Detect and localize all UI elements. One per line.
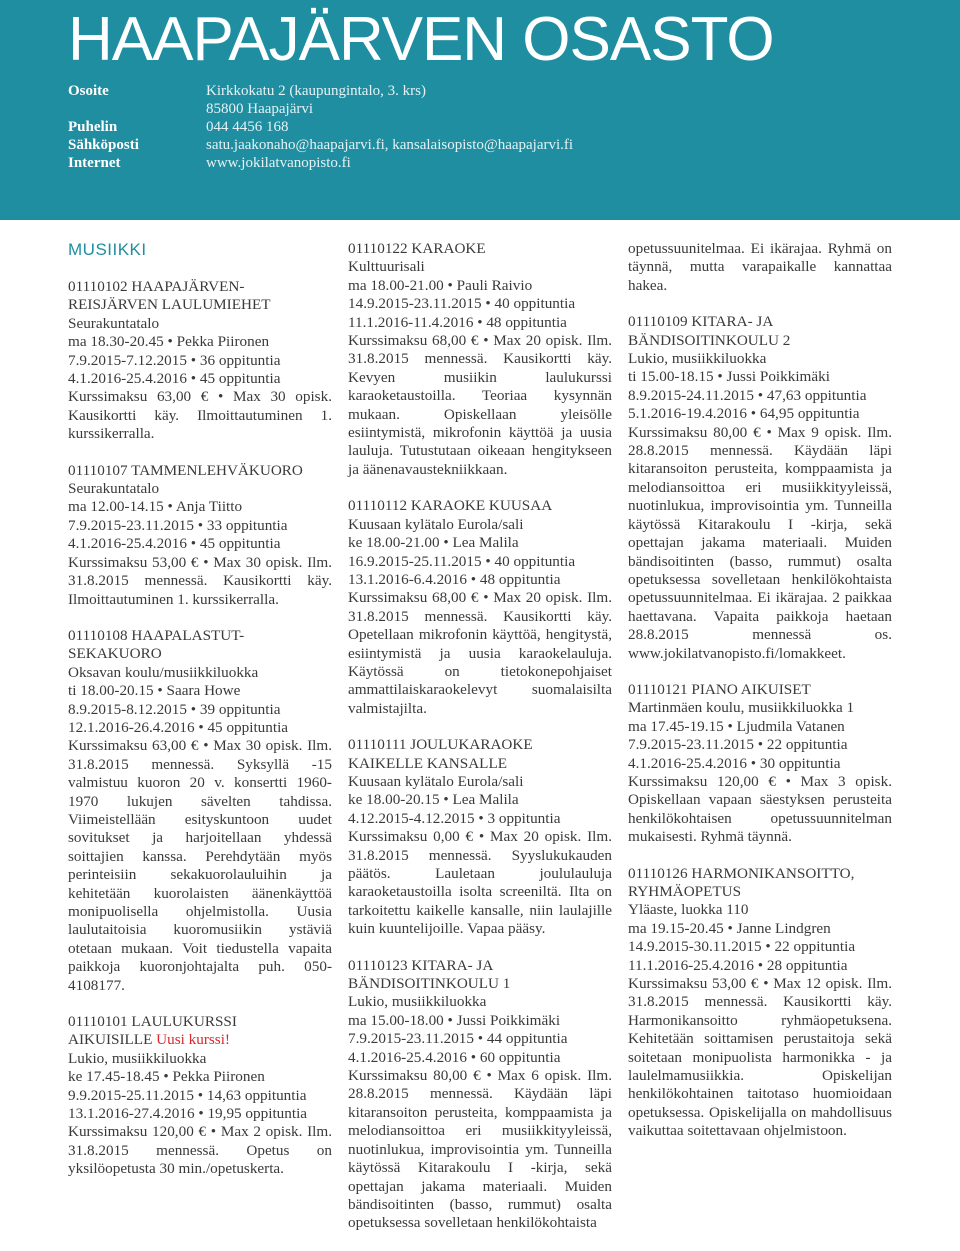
course-title-row bbox=[68, 1031, 332, 1049]
course-description: Kurssimaksu 68,00 € • Max 20 opisk. Ilm. 31.8.2015 mennessä. Kausikortti käy. Kevyen musiikin laulukurssi karaoketaustoilla. Teoriaa kysynnän mukaan. Opiskellaan yleisölle esiintymistä, mikrofonin käyttöä ja uusia lauluja. Tutustutaan oikeaan hengitykseen ja äänenavaustekniikkaan. bbox=[348, 332, 612, 478]
section-title: MUSIIKKI bbox=[68, 240, 147, 259]
course-title: 01110121 PIANO AIKUISET bbox=[628, 680, 811, 698]
course-description: Kurssimaksu 120,00 € • Max 2 opisk. Ilm. 31.8.2015 mennessä. Opetus on yksilöopetusta 30 min./opetuskerta. bbox=[68, 1123, 332, 1178]
course-title: 01110123 KITARA- JA bbox=[348, 956, 494, 974]
course-item bbox=[68, 627, 332, 995]
page-title: HAAPAJÄRVEN OSASTO bbox=[68, 5, 774, 74]
course-title: BÄNDISOITINKOULU 1 bbox=[348, 975, 511, 993]
course-description: Kurssimaksu 80,00 € • Max 6 opisk. Ilm. 28.8.2015 mennessä. Käydään läpi kitaransoiton perusteita, komppaamista ja melodiansoittoa eri musiikkityyleissä, nuotinlukua, improvisointia ym. Tunneilla käytössä Kitarakoulu I -kirja, sekä opettajan jakama materiaali. Muiden bändisoitinten (basso, rummut) osalta opetuksessa sovelletaan henkilökohtaista bbox=[348, 1067, 612, 1232]
course-location: Yläaste, luokka 110 bbox=[628, 901, 749, 919]
contact-label bbox=[68, 100, 206, 118]
course-title: AIKUISILLE bbox=[68, 1031, 153, 1049]
course-dates: 4.1.2016-25.4.2016 • 30 oppituntia bbox=[628, 754, 841, 772]
course-item bbox=[348, 736, 612, 938]
course-dates: 7.9.2015-23.11.2015 • 22 oppituntia bbox=[628, 736, 848, 754]
course-title: 01110107 TAMMENLEHVÄKUORO bbox=[68, 461, 303, 479]
course-time: ma 18.00-21.00 • Pauli Raivio bbox=[348, 276, 533, 294]
course-title: 01110102 HAAPAJÄRVEN- bbox=[68, 278, 245, 295]
header-banner bbox=[0, 0, 960, 220]
course-item-continued bbox=[628, 240, 892, 295]
course-item bbox=[628, 313, 892, 663]
course-title: RYHMÄOPETUS bbox=[628, 883, 742, 900]
contact-row bbox=[68, 154, 573, 172]
course-location: Oksavan koulu/musiikkiluokka bbox=[68, 663, 259, 681]
course-title: KAIKELLE KANSALLE bbox=[348, 754, 508, 772]
email-link[interactable]: satu.jaakonaho@haapajarvi.fi, kansalaisopisto@haapajarvi.fi bbox=[206, 137, 574, 153]
course-dates: 12.1.2016-26.4.2016 • 45 oppituntia bbox=[68, 718, 289, 736]
course-description: Kurssimaksu 120,00 € • Max 3 opisk. Opiskellaan vapaan säestyksen perusteita henkilökohtaisen opetussuunnitelman mukaisesti. Ryhmä täynnä. bbox=[628, 772, 892, 846]
course-dates: 11.1.2016-25.4.2016 • 28 oppituntia bbox=[628, 956, 848, 974]
course-dates: 4.1.2016-25.4.2016 • 45 oppituntia bbox=[68, 535, 281, 553]
course-description: Kurssimaksu 63,00 € • Max 30 opisk. Ilm. 31.8.2015 mennessä. Syksyllä -15 valmistuu kuoron 20 v. konsertti 1960-1970 lukujen sävelten tahdissa. Viimeistellään esityskuntoon uudet sovitukset ja harjoitellaan yhdessä soittajien kanssa. Perehdytään myös perinteisiin sekakuorolauluihin ja kehitetään kuorolaisten äänenkäyttöä monipuolisella ohjelmistolla. Uusia laulutaitoisia kuoromusiikin ystäviä otetaan mukaan. Voit tiedustella vapaita paikkoja kuoronjohtajalta puh. 050-4108177. bbox=[68, 737, 332, 994]
course-dates: 7.9.2015-23.11.2015 • 44 oppituntia bbox=[348, 1030, 568, 1048]
course-dates: 14.9.2015-30.11.2015 • 22 oppituntia bbox=[628, 938, 856, 956]
course-location: Martinmäen koulu, musiikkiluokka 1 bbox=[628, 699, 855, 717]
column-3 bbox=[628, 240, 892, 1159]
course-item bbox=[628, 681, 892, 847]
course-dates: 8.9.2015-8.12.2015 • 39 oppituntia bbox=[68, 700, 281, 718]
course-location: Kuusaan kylätalo Eurola/sali bbox=[348, 515, 524, 533]
course-time: ke 17.45-18.45 • Pekka Piironen bbox=[68, 1068, 265, 1086]
course-title: 01110112 KARAOKE KUUSAA bbox=[348, 497, 553, 515]
course-time: ke 18.00-21.00 • Lea Malila bbox=[348, 534, 519, 552]
course-title: 01110101 LAULUKURSSI bbox=[68, 1013, 237, 1031]
contact-row bbox=[68, 100, 573, 118]
new-course-badge: Uusi kurssi! bbox=[156, 1031, 230, 1049]
course-dates: 4.1.2016-25.4.2016 • 45 oppituntia bbox=[68, 370, 281, 388]
course-time: ma 15.00-18.00 • Jussi Poikkimäki bbox=[348, 1011, 561, 1029]
course-location: Lukio, musiikkiluokka bbox=[348, 993, 487, 1011]
course-time: ke 18.00-20.15 • Lea Malila bbox=[348, 791, 519, 809]
course-dates: 16.9.2015-25.11.2015 • 40 oppituntia bbox=[348, 552, 576, 570]
course-time: ma 19.15-20.45 • Janne Lindgren bbox=[628, 919, 831, 937]
course-title: 01110122 KARAOKE bbox=[348, 240, 486, 257]
postal-value: 85800 Haapajärvi bbox=[206, 101, 314, 117]
course-dates: 13.1.2016-27.4.2016 • 19,95 oppituntia bbox=[68, 1105, 308, 1123]
course-description: Kurssimaksu 53,00 € • Max 30 opisk. Ilm. 31.8.2015 mennessä. Kausikortti käy. Ilmoittautuminen 1. kurssikerralla. bbox=[68, 553, 332, 608]
course-dates: 4.1.2016-25.4.2016 • 60 oppituntia bbox=[348, 1048, 561, 1066]
course-dates: 14.9.2015-23.11.2015 • 40 oppituntia bbox=[348, 295, 576, 313]
course-item bbox=[68, 1013, 332, 1179]
course-description: Kurssimaksu 68,00 € • Max 20 opisk. Ilm. 31.8.2015 mennessä. Kausikortti käy. Opetellaan mikrofonin käyttöä, hengitystä, esiintymistä ja uusia karaokelauluja. Käytössä on tietokonepohjaiset ammattilaiskaraokelevyt suomalaisilta valmistajilta. bbox=[348, 589, 612, 717]
contact-label: Osoite bbox=[68, 83, 109, 99]
address-value: Kirkkokatu 2 (kaupungintalo, 3. krs) bbox=[206, 83, 426, 99]
course-time: ma 12.00-14.15 • Anja Tiitto bbox=[68, 498, 243, 516]
course-item bbox=[68, 462, 332, 609]
course-description: Kurssimaksu 80,00 € • Max 9 opisk. Ilm. 28.8.2015 mennessä. Käydään läpi kitaransoiton perusteita, komppaamista ja melodiansoittoa eri musiikkityyleissä, nuotinlukua, improvisointia ym. Tunneilla käytössä Kitarakoulu I -kirja, sekä opettajan jakama materiaali. Muiden bändisoitinten (basso, rummut) osalta opetuksessa sovelletaan henkilökohtaista opetussuunnitelmaa. Ei ikärajaa. 2 paikkaa haettavana. Vapaita paikkoja haetaan 28.8.2015 mennessä os. www.jokilatvanopisto.fi/lomakkeet. bbox=[628, 423, 892, 662]
course-dates: 13.1.2016-6.4.2016 • 48 oppituntia bbox=[348, 570, 561, 588]
contact-info bbox=[68, 82, 573, 172]
course-location: Kuusaan kylätalo Eurola/sali bbox=[348, 772, 524, 790]
website-link[interactable]: www.jokilatvanopisto.fi bbox=[206, 155, 351, 171]
course-item bbox=[348, 497, 612, 718]
course-location: Lukio, musiikkiluokka bbox=[628, 350, 767, 368]
course-location: Seurakuntatalo bbox=[68, 314, 160, 332]
course-location: Lukio, musiikkiluokka bbox=[68, 1049, 207, 1067]
contact-label: Internet bbox=[68, 155, 121, 171]
course-location: Kulttuurisali bbox=[348, 258, 425, 276]
course-title: 01110108 HAAPALASTUT- bbox=[68, 626, 245, 644]
course-item bbox=[68, 278, 332, 444]
course-title: REISJÄRVEN LAULUMIEHET bbox=[68, 296, 271, 314]
column-2 bbox=[348, 240, 612, 1251]
course-title: 01110111 JOULUKARAOKE bbox=[348, 736, 533, 754]
course-time: ti 18.00-20.15 • Saara Howe bbox=[68, 682, 241, 700]
course-time: ma 18.30-20.45 • Pekka Piironen bbox=[68, 333, 270, 351]
course-dates: 5.1.2016-19.4.2016 • 64,95 oppituntia bbox=[628, 405, 860, 423]
course-time: ma 17.45-19.15 • Ljudmila Vatanen bbox=[628, 717, 845, 735]
course-title: 01110126 HARMONIKANSOITTO, bbox=[628, 864, 855, 882]
course-title: 01110109 KITARA- JA bbox=[628, 313, 774, 331]
contact-label: Sähköposti bbox=[68, 137, 139, 153]
contact-row bbox=[68, 118, 573, 136]
course-item bbox=[348, 957, 612, 1233]
course-description: Kurssimaksu 53,00 € • Max 12 opisk. Ilm. 31.8.2015 mennessä. Kausikortti käy. Harmonikansoitto ryhmäopetuksena. Kehitetään soittamisen perustaitoja sekä soitetaan monipuolista harmonikka - ja laulelmamusiikkia. Opiskelijan henkilökohtainen taitotaso huomioidaan opetuksessa. Opiskelijalla on mahdollisuus vaikuttaa soitettavaan ohjelmistoon. bbox=[628, 975, 892, 1140]
course-description: opetussuunitelmaa. Ei ikärajaa. Ryhmä on täynnä, mutta varapaikalle kannattaa hakea. bbox=[628, 240, 892, 294]
contact-row bbox=[68, 136, 573, 154]
course-description: Kurssimaksu 0,00 € • Max 20 opisk. Ilm. 31.8.2015 mennessä. Syyslukukauden päätös. Lauletaan joululauluja karaoketaustoilla isolta screeniltä. Ilta on tarkoitettu kaikelle kansalle, niin laulajille kuin kuuntelijoille. Vapaa pääsy. bbox=[348, 828, 612, 938]
course-title: SEKAKUORO bbox=[68, 645, 162, 663]
course-item bbox=[628, 865, 892, 1141]
contact-row bbox=[68, 82, 573, 100]
course-dates: 9.9.2015-25.11.2015 • 14,63 oppituntia bbox=[68, 1086, 307, 1104]
contact-label: Puhelin bbox=[68, 119, 118, 135]
phone-value[interactable]: 044 4456 168 bbox=[206, 119, 289, 135]
course-dates: 4.12.2015-4.12.2015 • 3 oppituntia bbox=[348, 809, 561, 827]
course-dates: 11.1.2016-11.4.2016 • 48 oppituntia bbox=[348, 313, 567, 331]
course-dates: 8.9.2015-24.11.2015 • 47,63 oppituntia bbox=[628, 386, 867, 404]
course-description: Kurssimaksu 63,00 € • Max 30 opisk. Kausikortti käy. Ilmoittautuminen 1. kurssikerralla. bbox=[68, 388, 332, 443]
course-dates: 7.9.2015-7.12.2015 • 36 oppituntia bbox=[68, 351, 281, 369]
course-dates: 7.9.2015-23.11.2015 • 33 oppituntia bbox=[68, 516, 288, 534]
course-location: Seurakuntatalo bbox=[68, 480, 160, 498]
course-item bbox=[348, 240, 612, 479]
column-1 bbox=[68, 278, 332, 1197]
course-title: BÄNDISOITINKOULU 2 bbox=[628, 331, 791, 349]
course-time: ti 15.00-18.15 • Jussi Poikkimäki bbox=[628, 368, 830, 386]
